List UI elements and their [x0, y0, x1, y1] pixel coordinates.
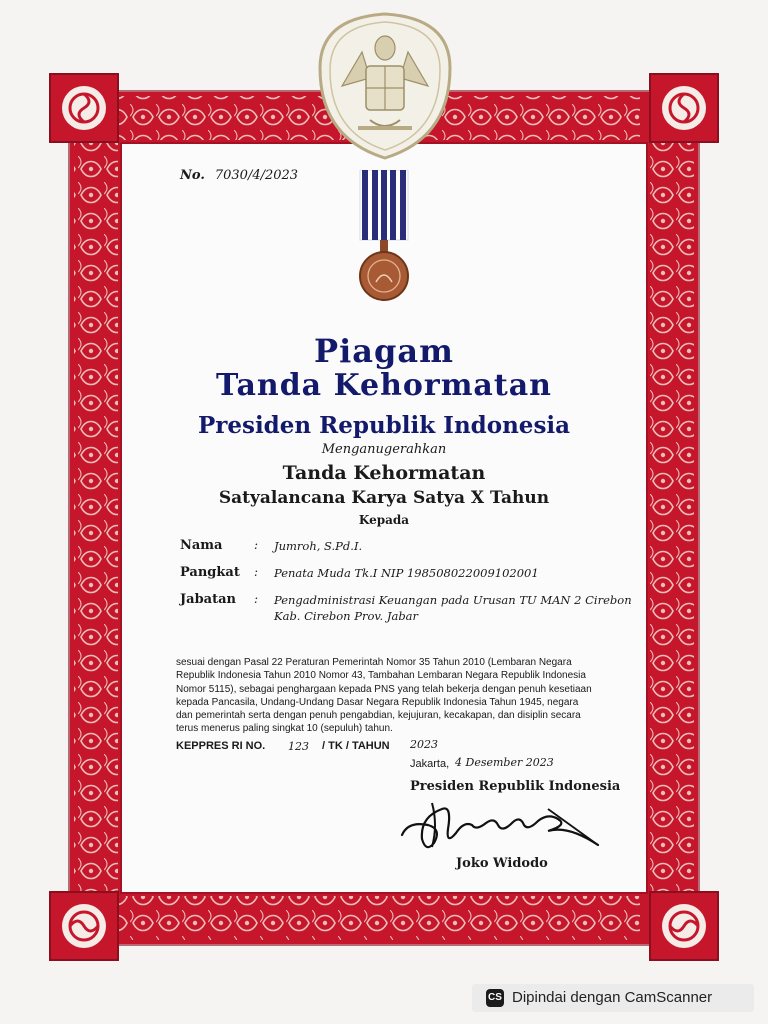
medal-icon	[356, 170, 412, 306]
camscanner-text: Dipindai dengan CamScanner	[512, 989, 713, 1006]
corner-ornament-icon	[48, 72, 120, 144]
corner-ornament-icon	[648, 72, 720, 144]
field-label: Nama	[180, 538, 223, 553]
number-label: No.	[180, 168, 205, 183]
keppres-label: KEPPRES RI NO.	[176, 740, 266, 752]
field-value: Jumroh, S.Pd.I.	[274, 539, 363, 553]
legal-basis-paragraph: sesuai dengan Pasal 22 Peraturan Pemerintah Nomor 35 Tahun 2010 (Lembaran Negara Republik Indonesia Tahun 2010 Nomor 43, Tambahan Lembaran Negara Republik Indonesia Nomor 5115), sebagai penghargaan kepada PNS yang telah bekerja dengan penuh kesetiaan kepada Pancasila, Undang-Undang Dasar Negara Republik Indonesia Tahun 1945, negara dan pemerintah serta dengan penuh pengabdian, kejujuran, kecakapan, dan disiplin secara terus menerus paling singkat 10 (sepuluh) tahun.	[176, 657, 592, 735]
field-colon: :	[254, 592, 259, 606]
keppres-year: 2023	[410, 738, 438, 751]
corner-ornament-icon	[48, 890, 120, 962]
field-value: Penata Muda Tk.I NIP 198508022009102001	[274, 566, 539, 580]
title-tanda-kehormatan: Tanda Kehormatan	[216, 368, 552, 403]
title-piagam: Piagam	[314, 332, 454, 370]
camscanner-logo-icon: CS	[486, 989, 504, 1007]
corner-ornament-icon	[648, 890, 720, 962]
field-label: Jabatan	[180, 592, 236, 607]
action-text: Menganugerahkan	[321, 442, 447, 457]
award-line-1: Tanda Kehormatan	[282, 462, 486, 484]
recipient-intro: Kepada	[358, 513, 410, 527]
award-line-2: Satyalancana Karya Satya X Tahun	[218, 488, 550, 508]
signing-date: 4 Desember 2023	[455, 756, 554, 769]
keppres-number: 123	[288, 740, 309, 753]
certificate-number	[180, 168, 298, 183]
field-colon: :	[254, 565, 259, 579]
signer-title: Presiden Republik Indonesia	[410, 779, 621, 794]
garuda-emblem-icon	[310, 8, 460, 168]
field-label: Pangkat	[180, 565, 240, 580]
signature-icon	[398, 795, 608, 855]
issuer-title: Presiden Republik Indonesia	[197, 412, 571, 439]
number-value: 7030/4/2023	[214, 168, 299, 183]
keppres-tk-label: / TK / TAHUN	[322, 740, 390, 752]
signing-place: Jakarta,	[410, 758, 450, 770]
camscanner-badge	[472, 984, 754, 1012]
field-colon: :	[254, 538, 259, 552]
field-value: Pengadministrasi Keuangan pada Urusan TU MAN 2 Cirebon Kab. Cirebon Prov. Jabar	[274, 593, 632, 623]
signer-name: Joko Widodo	[456, 856, 548, 871]
